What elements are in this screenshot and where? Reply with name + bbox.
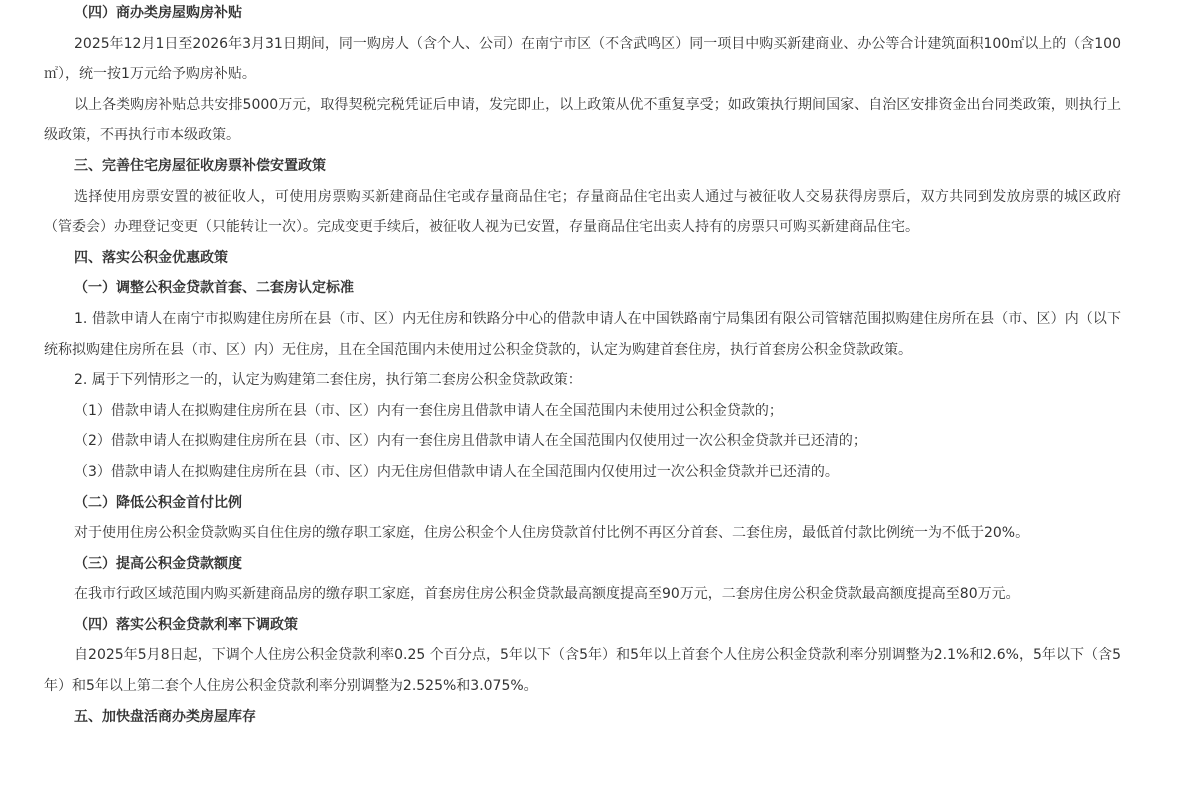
subheading-first-second-home-criteria: （一）调整公积金贷款首套、二套房认定标准 [74,280,354,297]
paragraph-housing-voucher: 选择使用房票安置的被征收人，可使用房票购买新建商品住宅或存量商品住宅；存量商品住宅出卖人通过与被征收人交易获得房票后，双方共同到发放房票的城区政府（管委会）办理登记变更（只能转让一次）。完成变更手续后，被征收人视为已安置，存量商品住宅出卖人持有的房票只可购买新建商品住宅。 [44,188,1121,236]
list-item-case-3: （3）借款申请人在拟购建住房所在县（市、区）内无住房但借款申请人在全国范围内仅使用过一次公积金贷款并已还清的。 [74,463,839,480]
section-heading-commercial-inventory: 五、加快盘活商办类房屋库存 [74,708,256,725]
paragraph-first-home-criteria: 1. 借款申请人在南宁市拟购建住房所在县（市、区）内无住房和铁路分中心的借款申请人在中国铁路南宁局集团有限公司管辖范围拟购建住房所在县（市、区）内（以下统称拟购建住房所在县（市、区）内）无住房，且在全国范围内未使用过公积金贷款的，认定为购建首套住房，执行首套房公积金贷款政策。 [44,310,1121,358]
subheading-commercial-subsidy: （四）商办类房屋购房补贴 [74,5,242,21]
paragraph-commercial-subsidy: 2025年12月1日至2026年3月31日期间，同一购房人（含个人、公司）在南宁市区（不含武鸣区）同一项目中购买新建商业、办公等合计建筑面积100㎡以上的（含100㎡），统一按1万元给予购房补贴。 [44,35,1121,83]
section-heading-provident-fund: 四、落实公积金优惠政策 [74,249,228,266]
section-heading-housing-voucher: 三、完善住宅房屋征收房票补偿安置政策 [74,157,326,174]
paragraph-second-home-criteria: 2. 属于下列情形之一的，认定为购建第二套住房，执行第二套房公积金贷款政策： [74,372,582,389]
paragraph-down-payment: 对于使用住房公积金贷款购买自住住房的缴存职工家庭，住房公积金个人住房贷款首付比例不再区分首套、二套住房，最低首付款比例统一为不低于20%。 [74,525,1030,542]
list-item-case-1: （1）借款申请人在拟购建住房所在县（市、区）内有一套住房且借款申请人在全国范围内未使用过公积金贷款的； [74,402,783,419]
subheading-interest-rate: （四）落实公积金贷款利率下调政策 [74,616,298,633]
subheading-loan-limit: （三）提高公积金贷款额度 [74,555,242,572]
paragraph-interest-rate: 自2025年5月8日起，下调个人住房公积金贷款利率0.25 个百分点，5年以下（含5年）和5年以上首套个人住房公积金贷款利率分别调整为2.1%和2.6%，5年以下（含5年）和5年以上第二套个人住房公积金贷款利率分别调整为2.525%和3.075%。 [44,647,1121,695]
list-item-case-2: （2）借款申请人在拟购建住房所在县（市、区）内有一套住房且借款申请人在全国范围内仅使用过一次公积金贷款并已还清的； [74,433,867,450]
paragraph-subsidy-budget: 以上各类购房补贴总共安排5000万元，取得契税完税凭证后申请，发完即止，以上政策从优不重复享受；如政策执行期间国家、自治区安排资金出台同类政策，则执行上级政策，不再执行市本级政策。 [44,96,1121,144]
paragraph-loan-limit: 在我市行政区域范围内购买新建商品房的缴存职工家庭，首套房住房公积金贷款最高额度提高至90万元，二套房住房公积金贷款最高额度提高至80万元。 [74,586,1020,603]
subheading-down-payment: （二）降低公积金首付比例 [74,494,242,511]
